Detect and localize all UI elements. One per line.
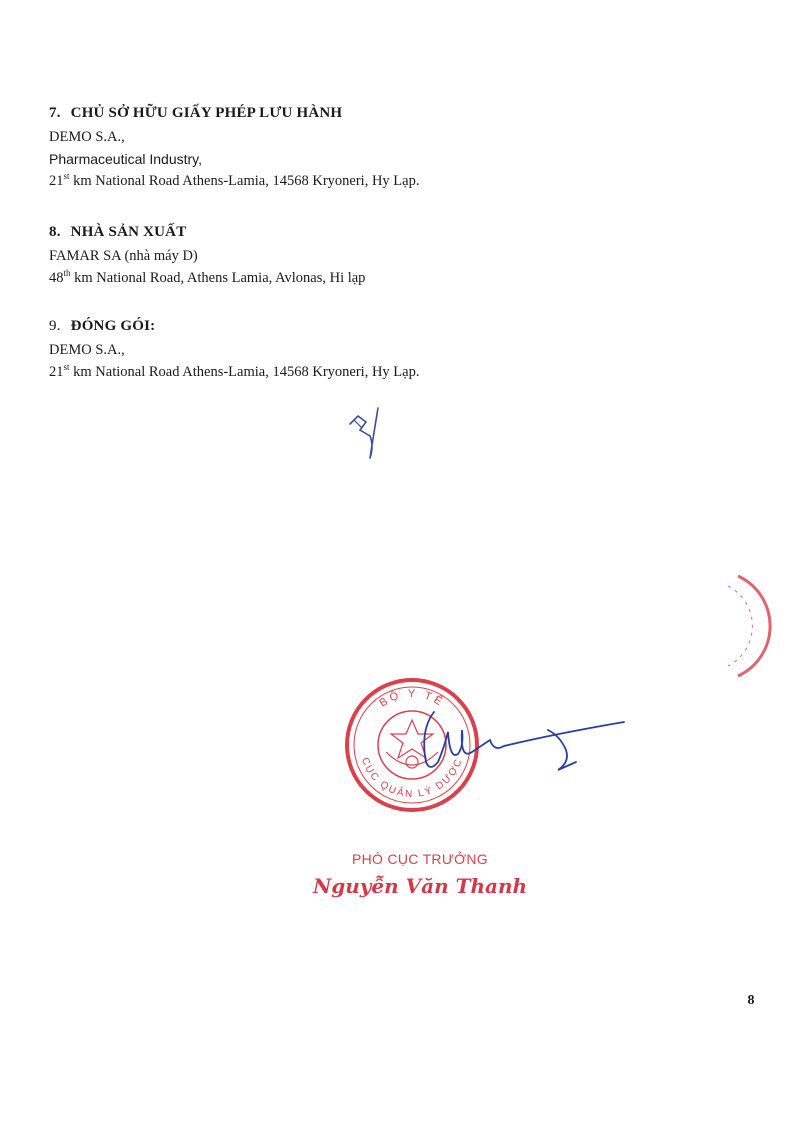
stamp-inner-ring <box>354 687 470 803</box>
company-division: Pharmaceutical Industry, <box>49 151 203 167</box>
section-manufacturer <box>49 224 749 289</box>
section-heading <box>49 318 749 335</box>
section-title: NHÀ SẢN XUẤT <box>70 224 187 240</box>
official-stamp <box>334 670 634 820</box>
packager-address: 21st km National Road Athens-Lamia, 14568 Kryoneri, Hy Lạp. <box>49 362 420 380</box>
packager-name: DEMO S.A., <box>49 342 125 358</box>
stamp-emblem-icon <box>386 720 438 768</box>
section-title: ĐÓNG GÓI: <box>70 318 156 334</box>
section-license-holder <box>49 105 749 192</box>
company-address: 21st km National Road Athens-Lamia, 14568 Kryoneri, Hy Lạp. <box>49 171 420 189</box>
handwritten-initials <box>340 402 400 466</box>
stamp-bottom-text: CỤC QUẢN LÝ DƯỢC <box>358 756 466 801</box>
stamp-top-text: BỘ Y TẾ <box>377 687 447 710</box>
section-number: 8. <box>49 224 61 240</box>
section-title: CHỦ SỞ HỮU GIẤY PHÉP LƯU HÀNH <box>70 105 343 121</box>
svg-text:CỤC QUẢN LÝ DƯỢC <box>359 756 465 800</box>
section-packaging <box>49 318 749 383</box>
section-heading <box>49 224 749 241</box>
page-number: 8 <box>747 993 755 1008</box>
svg-text:BỘ Y TẾ <box>377 688 447 710</box>
section-number: 9. <box>49 318 61 334</box>
manufacturer-name: FAMAR SA (nhà máy D) <box>49 248 198 264</box>
signer-title: PHÓ CỤC TRƯỞNG <box>351 851 489 867</box>
section-number: 7. <box>49 105 61 121</box>
signer-name: Nguyễn Văn Thanh <box>312 874 528 898</box>
section-heading <box>49 105 749 122</box>
partial-stamp <box>718 572 778 682</box>
manufacturer-address: 48th km National Road, Athens Lamia, Avlonas, Hi lạp <box>49 268 366 286</box>
company-name: DEMO S.A., <box>49 129 125 145</box>
